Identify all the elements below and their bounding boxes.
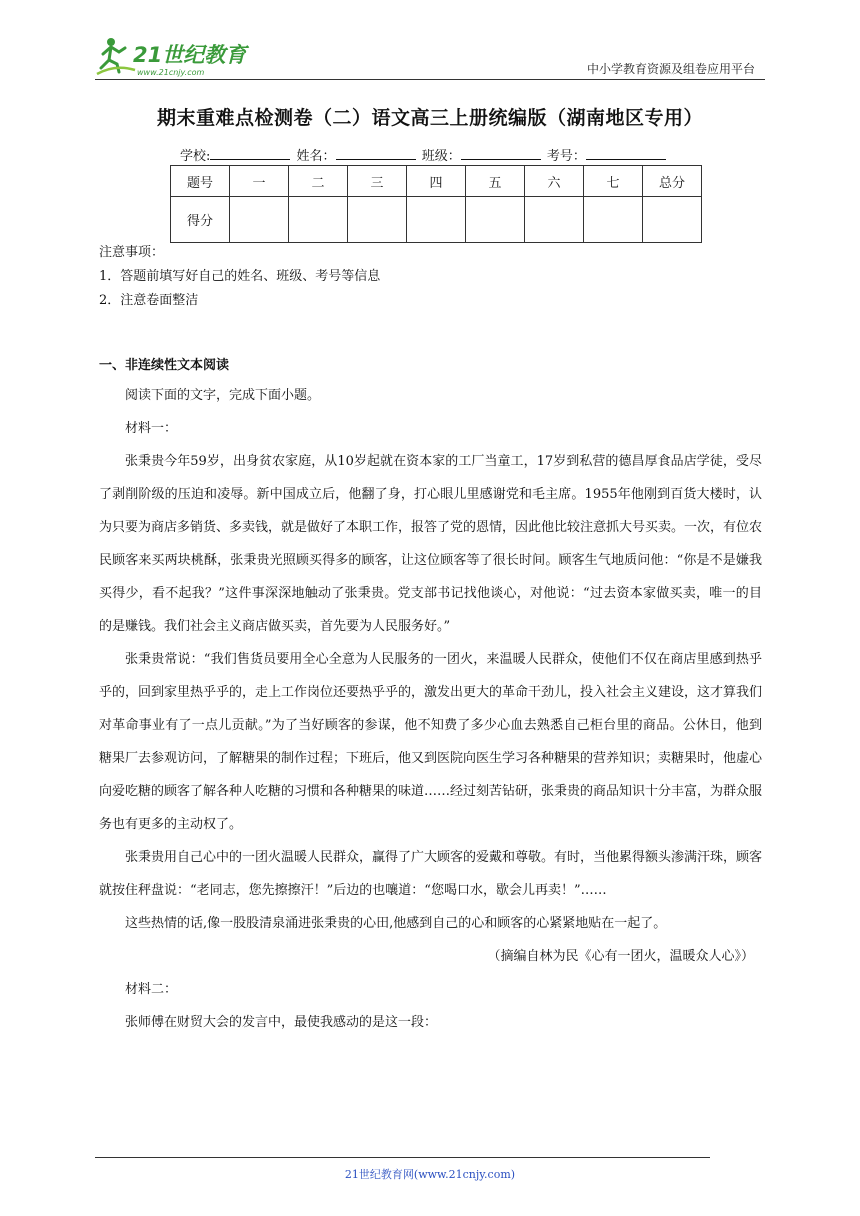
exam-no-blank[interactable]	[586, 147, 666, 160]
score-cell[interactable]	[407, 197, 466, 243]
runner-icon	[97, 38, 135, 74]
score-cell[interactable]	[525, 197, 584, 243]
score-header-cell: 四	[407, 166, 466, 197]
paragraph: 张秉贵常说：“我们售货员要用全心全意为人民服务的一团火，来温暖人民群众，使他们不仅在商店里感到热乎乎的，回到家里热乎乎的，走上工作岗位还要热乎乎的，激发出更大的革命干劲儿，投入社会主义建设，这才算我们对革命事业有了一点儿贡献。”为了当好顾客的参谋，他不知费了多少心血去熟悉自己柜台里的商品。公休日，他到糖果厂去参观访问，了解糖果的制作过程；下班后，他又到医院向医生学习各种糖果的营养知识；卖糖果时，他虚心向爱吃糖的顾客了解各种人吃糖的习惯和各种糖果的味道……经过刻苦钻研，张秉贵的商品知识十分丰富，为群众服务也有更多的主动权了。	[99, 652, 763, 832]
score-header-cell: 三	[348, 166, 407, 197]
notes-item: 2．注意卷面整洁	[99, 293, 199, 308]
notes-title: 注意事项：	[99, 245, 165, 260]
paragraph: 材料二：	[125, 982, 178, 997]
paragraph: 材料一：	[125, 421, 178, 436]
platform-name: 中小学教育资源及组卷应用平台	[586, 62, 755, 76]
notes	[99, 241, 380, 313]
score-header-cell: 二	[289, 166, 348, 197]
score-cell[interactable]	[348, 197, 407, 243]
paragraph: 阅读下面的文字，完成下面小题。	[125, 388, 321, 403]
score-cell[interactable]	[230, 197, 289, 243]
class-blank[interactable]	[461, 147, 541, 160]
logo-text: 21世纪教育	[133, 43, 247, 67]
footer-link[interactable]: 21世纪教育网(www.21cnjy.com)	[344, 1168, 516, 1181]
paragraph: 这些热情的话,像一股股清泉涌进张秉贵的心田,他感到自己的心和顾客的心紧紧地贴在一起了。	[125, 916, 667, 931]
footer-divider	[95, 1157, 710, 1158]
score-table	[170, 165, 702, 243]
section-heading: 一、非连续性文本阅读	[99, 358, 230, 373]
score-cell[interactable]	[466, 197, 525, 243]
score-header-cell: 六	[525, 166, 584, 197]
score-header-cell: 一	[230, 166, 289, 197]
exam-no-label: 考号：	[546, 149, 586, 164]
score-header-cell: 总分	[643, 166, 702, 197]
source-citation: （摘编自林为民《心有一团火，温暖众人心》）	[487, 949, 754, 964]
score-cell[interactable]	[584, 197, 643, 243]
paragraph: 张秉贵用自己心中的一团火温暖人民群众，赢得了广大顾客的爱戴和尊敬。有时，当他累得额头渗满汗珠，顾客就按住秤盘说：“老同志，您先擦擦汗！”后边的也嚷道：“您喝口水，歇会儿再卖！”……	[99, 850, 763, 898]
exam-title: 期末重难点检测卷（二）语文高三上册统编版（湖南地区专用）	[156, 107, 703, 129]
class-label: 班级：	[421, 149, 461, 164]
score-header-cell: 题号	[171, 166, 230, 197]
school-blank[interactable]	[210, 147, 290, 160]
student-info-line	[180, 145, 668, 164]
name-blank[interactable]	[336, 147, 416, 160]
score-header-cell: 五	[466, 166, 525, 197]
score-header-cell: 七	[584, 166, 643, 197]
name-label: 姓名：	[296, 149, 336, 164]
site-logo	[95, 34, 265, 78]
paragraph: 张秉贵今年59岁，出身贫农家庭，从10岁起就在资本家的工厂当童工，17岁到私营的德昌厚食品店学徒，受尽了剥削阶级的压迫和凌辱。新中国成立后，他翻了身，打心眼儿里感谢党和毛主席。1955年他刚到百货大楼时，认为只要为商店多销货、多卖钱，就是做好了本职工作，报答了党的恩情，因此他比较注意抓大号买卖。一次，有位农民顾客来买两块桃酥，张秉贵光照顾买得多的顾客，让这位顾客等了很长时间。顾客生气地质问他：“你是不是嫌我买得少，看不起我？”这件事深深地触动了张秉贵。党支部书记找他谈心，对他说：“过去资本家做买卖，唯一的目的是赚钱。我们社会主义商店做买卖，首先要为人民服务好。”	[99, 454, 763, 634]
header-divider	[95, 79, 765, 80]
paragraph: 张师傅在财贸大会的发言中，最使我感动的是这一段：	[125, 1015, 438, 1030]
reading-passage	[99, 379, 762, 1039]
score-row-label: 得分	[171, 197, 230, 243]
score-cell[interactable]	[289, 197, 348, 243]
logo-url: www.21cnjy.com	[137, 68, 205, 77]
score-cell[interactable]	[643, 197, 702, 243]
school-label: 学校:	[180, 149, 211, 164]
notes-item: 1．答题前填写好自己的姓名、班级、考号等信息	[99, 269, 381, 284]
